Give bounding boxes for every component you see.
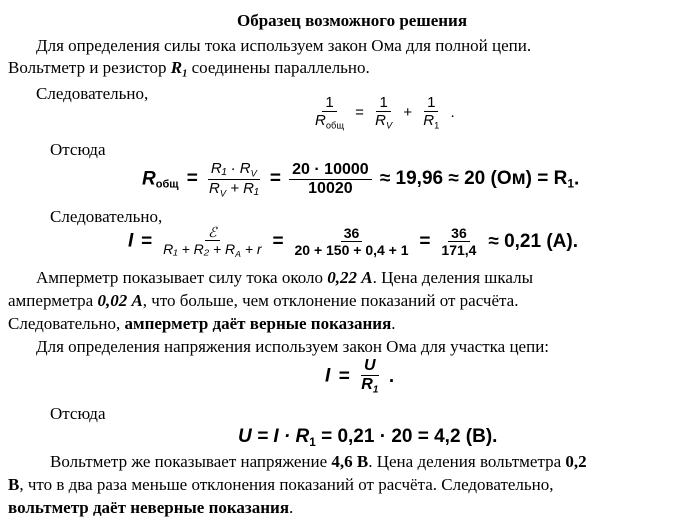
fraction-left: $\frac{1}{R_{общ}}$ — [315, 94, 344, 131]
p1-text-a: Вольтметр и резистор — [8, 58, 171, 77]
fraction-right: $\frac{1}{R_1}$ — [423, 94, 440, 131]
paragraph-3-line: Для определения напряжения используем закон Ома для участка цепи: — [36, 337, 550, 356]
therefore-label-1: Следовательно, — [36, 84, 149, 103]
equation-ohm-section: I = $\frac{U}{R_1}$ . — [325, 357, 395, 396]
hence-label-2: Отсюда — [50, 404, 106, 423]
hence-label-1: Отсюда — [50, 140, 106, 159]
r1-subscript: 1 — [182, 68, 188, 80]
fraction-u-r1: $\frac{U}{R_1}$ — [361, 357, 379, 396]
therefore-label-2: Следовательно, — [50, 207, 163, 226]
p1-text-b: соединены параллельно. — [187, 58, 370, 77]
paragraph-4-line-2: В, что в два раза меньше отклонения показаний от расчёта. Следовательно, — [8, 475, 554, 494]
ammeter-reading: 0,22 А — [327, 268, 373, 287]
paragraph-4-line-3: вольтметр даёт неверные показания. — [8, 498, 294, 517]
equation-parallel-resistance: $\frac{1}{R_{общ}}$ = $\frac{1}{R_V}$ + $\frac{1}{R_1}$ . — [312, 94, 459, 131]
page-title: Образец возможного решения — [237, 11, 468, 30]
fraction-mid: $\frac{1}{R_V}$ — [375, 94, 393, 131]
paragraph-2-line-2: амперметра 0,02 А, что больше, чем отклонение показаний от расчёта. — [8, 291, 519, 310]
r1-symbol: R — [170, 58, 183, 77]
equation-voltage: $U = I \cdot R_1 = 0,21 \cdot 20 = 4,2$ (В). — [238, 426, 498, 450]
equation-current: I = $\frac{\text{ℰ}}{R_1 + R_2 + R_A + r}$ = $\frac{36}{20 + 150 + 0,4 + 1}$ = $\frac{36}{171,4}$ ≈ 0,21 (А). — [128, 224, 578, 260]
voltmeter-conclusion: вольтметр даёт неверные показания — [8, 498, 290, 517]
ammeter-conclusion: амперметр даёт верные показания — [124, 314, 392, 333]
ammeter-division: 0,02 А — [97, 291, 143, 310]
voltmeter-reading: 4,6 В — [331, 452, 369, 471]
fraction-r1rv: $\frac{R_1 \cdot R_V}{R_V + R_1}$ — [208, 160, 259, 199]
equation-total-resistance: $R_{общ}$ = $\frac{R_1 \cdot R_V}{R_V + R_1}$ = $\frac{20 \cdot 10000}{10020}$ ≈ 19,96 ≈ 20 $(Ом) = R_1$. — [142, 160, 580, 199]
fraction-numeric-2: $\frac{36}{20 + 150 + 0,4 + 1}$ — [294, 224, 409, 259]
paragraph-2-line-3: Следовательно, амперметр даёт верные показания. — [8, 314, 396, 333]
fraction-numeric-3: $\frac{36}{171,4}$ — [441, 224, 477, 259]
paragraph-1-line-2 — [8, 58, 370, 85]
voltmeter-division: 0,2 — [565, 452, 587, 471]
paragraph-1-line-1: Для определения силы тока используем закон Ома для полной цепи. — [36, 36, 532, 55]
fraction-emf: $\frac{\text{ℰ}}{R_1 + R_2 + R_A + r}$ — [163, 224, 262, 260]
fraction-numeric-1: $\frac{20 \cdot 10000}{10020}$ — [289, 161, 372, 199]
paragraph-2-line-1: Амперметр показывает силу тока около 0,22 А. Цена деления шкалы — [36, 268, 533, 287]
paragraph-4-line-1: Вольтметр же показывает напряжение 4,6 В. Цена деления вольтметра 0,2 — [50, 452, 587, 471]
